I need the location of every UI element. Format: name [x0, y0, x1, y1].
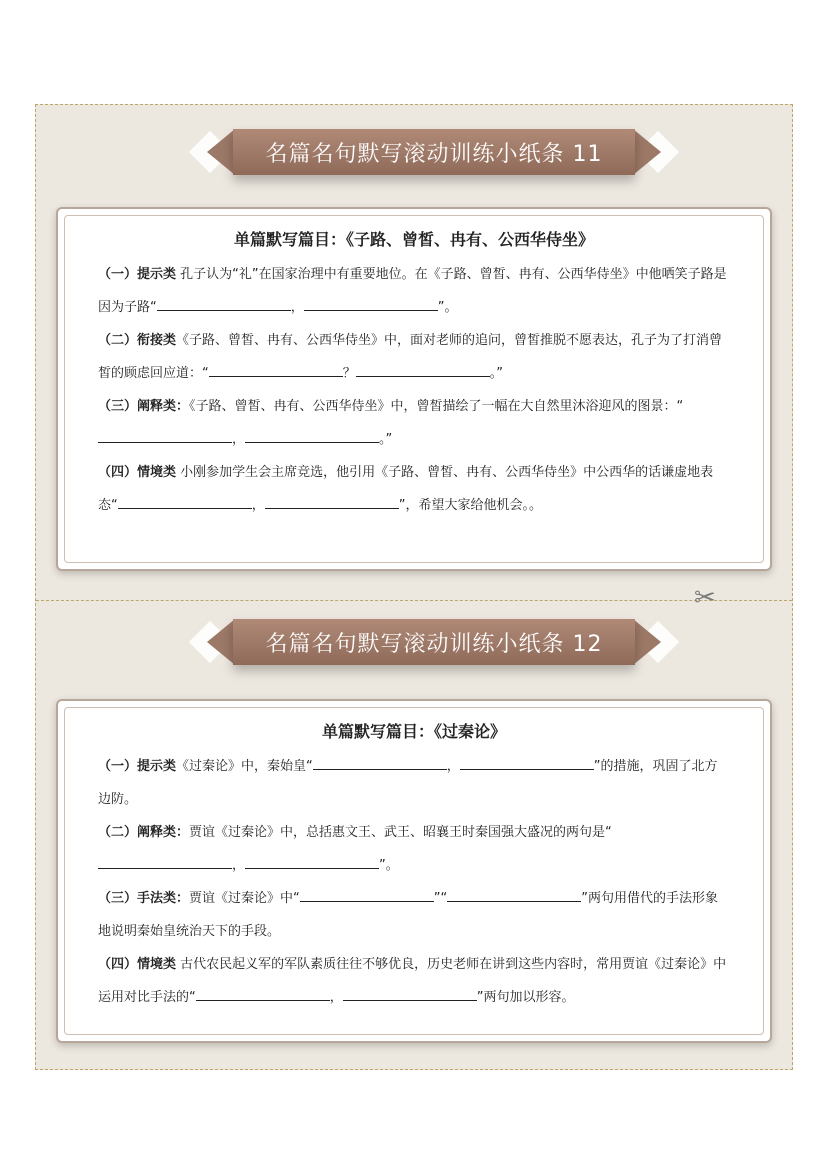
- answer-blank[interactable]: [304, 296, 438, 311]
- question-text: 孔子认为“礼”在国家治理中有重要地位。在《子路、曾皙、冉有、公西华侍坐》中他哂笑子路是因为子路“: [98, 267, 727, 315]
- answer-blank[interactable]: [98, 854, 232, 869]
- card-title: 单篇默写篇目：《过秦论》: [321, 722, 506, 741]
- question-label: （一）提示类: [98, 759, 177, 774]
- answer-blank[interactable]: [343, 986, 477, 1001]
- card-content: [98, 719, 730, 1014]
- banner-tip-left: [207, 129, 235, 175]
- question-text: 贾谊《过秦论》中，总括惠文王、武王、昭襄王时秦国强大盛况的两句是“: [189, 825, 612, 840]
- question-text: ”的措施，巩固了北方边防。: [98, 759, 718, 807]
- question-text: ？: [342, 366, 356, 381]
- banner-body: [233, 619, 635, 665]
- question-label: （二）阐释类：: [98, 825, 190, 840]
- banner-tip-right: [633, 619, 661, 665]
- answer-blank[interactable]: [209, 362, 343, 377]
- question-text: ，: [329, 990, 343, 1005]
- question-text: ，: [290, 300, 304, 315]
- question-text: 《过秦论》中，秦始皇“: [176, 759, 313, 774]
- answer-blank[interactable]: [356, 362, 490, 377]
- question-text: ，: [232, 858, 246, 873]
- question-text: ，: [232, 432, 246, 447]
- question-text: ”两句加以形容。: [476, 990, 575, 1005]
- banner-title: 名篇名句默写滚动训练小纸条 11: [265, 141, 603, 167]
- answer-blank[interactable]: [300, 887, 434, 902]
- question-text: 小刚参加学生会主席竞选，他引用《子路、曾皙、冉有、公西华侍坐》中公西华的话谦虚地表态“: [98, 465, 714, 513]
- answer-blank[interactable]: [157, 296, 291, 311]
- question-label: （四）情境类: [98, 957, 177, 972]
- question-text: 《子路、曾皙、冉有、公西华侍坐》中，面对老师的追问，曾皙推脱不愿表达，孔子为了打消曾皙的顾虑回应道：“: [98, 333, 723, 381]
- banner-title: 名篇名句默写滚动训练小纸条 12: [265, 631, 603, 657]
- worksheet: [35, 104, 793, 1070]
- card-12: [56, 699, 772, 1043]
- question-text: ，: [446, 759, 460, 774]
- question-text: 《子路、曾皙、冉有、公西华侍坐》中，曾皙描绘了一幅在大自然里沐浴迎风的图景：“: [189, 399, 684, 414]
- question-label: （三）手法类：: [98, 891, 190, 906]
- question-text: 贾谊《过秦论》中“: [189, 891, 300, 906]
- question-label: （二）衔接类: [98, 333, 177, 348]
- banner-tip-right: [633, 129, 661, 175]
- question-1: [98, 750, 730, 816]
- question-text: ”，希望大家给他机会。。: [398, 498, 543, 513]
- question-text: ”“: [433, 891, 448, 906]
- answer-blank[interactable]: [245, 428, 379, 443]
- question-text: ”。: [437, 300, 458, 315]
- banner-12: [207, 619, 661, 665]
- question-3: [98, 390, 730, 456]
- question-4: [98, 948, 730, 1014]
- question-2: [98, 816, 730, 882]
- answer-blank[interactable]: [460, 755, 594, 770]
- answer-blank[interactable]: [265, 494, 399, 509]
- banner-tip-left: [207, 619, 235, 665]
- card-11: [56, 207, 772, 571]
- answer-blank[interactable]: [98, 428, 232, 443]
- answer-blank[interactable]: [245, 854, 379, 869]
- question-4: [98, 456, 730, 522]
- question-label: （三）阐释类：: [98, 399, 190, 414]
- answer-blank[interactable]: [118, 494, 252, 509]
- answer-blank[interactable]: [447, 887, 581, 902]
- question-3: [98, 882, 730, 948]
- question-text: ”。: [379, 858, 399, 873]
- question-label: （四）情境类: [98, 465, 177, 480]
- scissors-icon: ✂: [694, 583, 716, 613]
- question-label: （一）提示类: [98, 267, 177, 282]
- banner-11: [207, 129, 661, 175]
- card-title: 单篇默写篇目：《子路、曾皙、冉有、公西华侍坐》: [233, 230, 594, 249]
- cut-line: [36, 600, 792, 601]
- question-1: [98, 258, 730, 324]
- answer-blank[interactable]: [196, 986, 330, 1001]
- question-text: 古代农民起义军的军队素质往往不够优良，历史老师在讲到这些内容时，常用贾谊《过秦论》中运用对比手法的“: [98, 957, 727, 1005]
- answer-blank[interactable]: [313, 755, 447, 770]
- question-text: ，: [251, 498, 265, 513]
- question-text: ”两句用借代的手法形象地说明秦始皇统治天下的手段。: [98, 891, 718, 939]
- banner-body: [233, 129, 635, 175]
- card-content: [98, 227, 730, 522]
- question-2: [98, 324, 730, 390]
- question-text: 。”: [379, 432, 393, 447]
- question-text: 。”: [489, 366, 504, 381]
